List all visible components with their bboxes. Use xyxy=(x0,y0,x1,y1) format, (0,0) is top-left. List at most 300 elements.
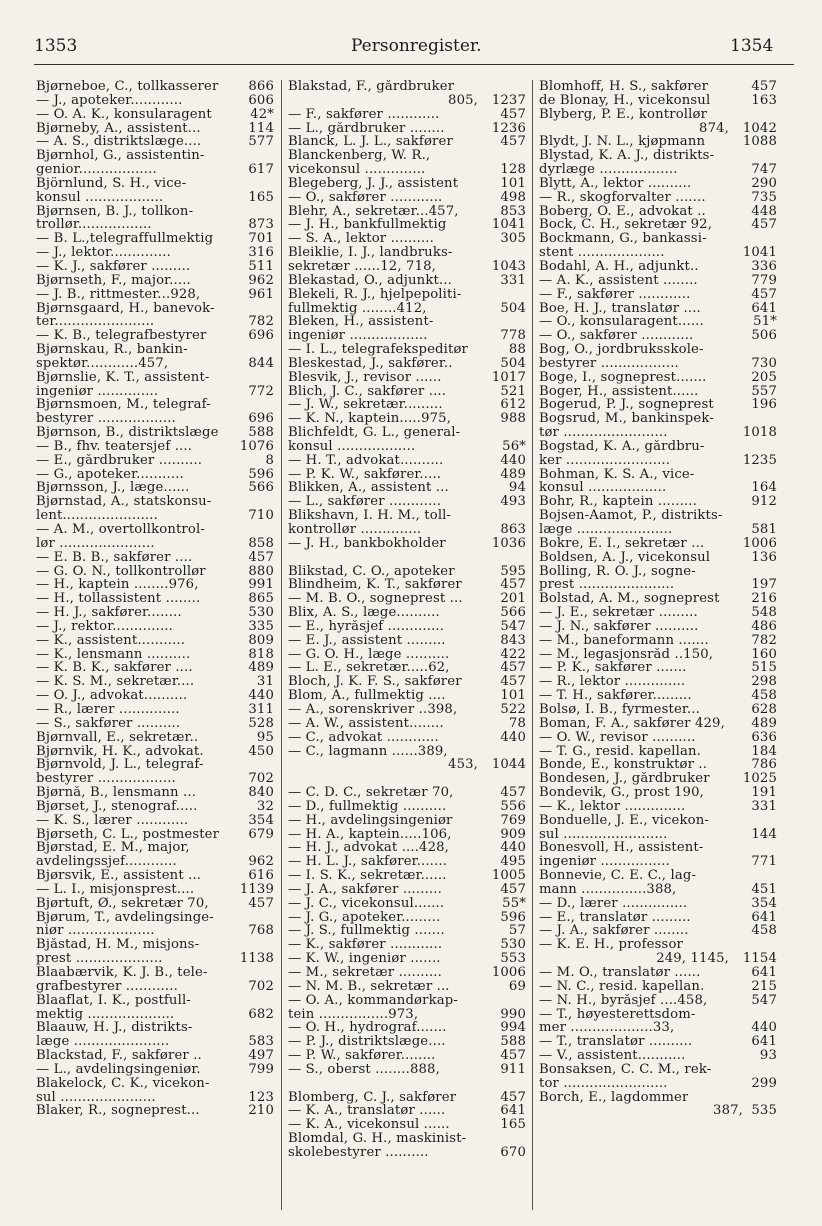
register-entry xyxy=(539,523,777,537)
register-entry xyxy=(539,509,777,523)
entry-text: Blakelock, C. K., vicekon- xyxy=(36,1076,210,1091)
entry-page: 457 xyxy=(500,881,526,897)
entry-page: 596 xyxy=(248,466,274,482)
register-entry xyxy=(539,897,777,911)
entry-page: 336 xyxy=(751,258,777,274)
entry-text: — O., sakfører ............ xyxy=(288,190,443,205)
entry-text: — R., lektor .............. xyxy=(539,675,686,690)
register-entry xyxy=(539,1008,777,1022)
entry-page: 88 xyxy=(508,342,526,358)
entry-page: 457 xyxy=(248,549,274,565)
entry-text: sul ........................ xyxy=(539,827,668,842)
entry-page: 335 xyxy=(248,618,274,634)
register-entry xyxy=(539,1063,777,1077)
entry-page: 768 xyxy=(248,923,274,939)
register-entry xyxy=(36,108,274,122)
entry-page: 583 xyxy=(248,1034,274,1050)
register-entry xyxy=(36,758,274,772)
entry-page: 994 xyxy=(500,1020,526,1036)
entry-text: — A. M., overtollkontrol- xyxy=(36,523,205,537)
entry-page: 809 xyxy=(248,632,274,648)
entry-text: — K. W., ingeniør ....... xyxy=(288,952,441,966)
entry-page: 1006 xyxy=(742,535,777,551)
entry-page: 909 xyxy=(500,826,526,842)
register-entry xyxy=(539,80,777,94)
entry-page: 164 xyxy=(751,480,777,496)
entry-text: Bjørsvik, E., assistent ... xyxy=(36,869,202,883)
register-entry xyxy=(539,495,777,509)
register-entry xyxy=(36,745,274,759)
register-entry xyxy=(288,343,526,357)
entry-text: sekretær ......12, 718, xyxy=(288,259,436,274)
register-entry xyxy=(539,828,777,842)
register-entry xyxy=(539,177,777,191)
register-entry xyxy=(36,315,274,329)
entry-text: — A. S., distriktslæge.... xyxy=(36,135,202,150)
entry-text: — M., legasjonsråd ..150, xyxy=(539,647,714,662)
entry-text: bestyrer .................. xyxy=(36,412,176,427)
register-entry xyxy=(539,1104,777,1118)
entry-page: 205 xyxy=(751,369,777,385)
page-number-right: 1354 xyxy=(730,36,774,56)
entry-page: 612 xyxy=(500,397,526,413)
register-entry xyxy=(539,454,777,468)
register-entry xyxy=(288,758,526,772)
register-entry xyxy=(288,163,526,177)
register-entry xyxy=(36,1077,274,1091)
register-entry xyxy=(539,122,777,136)
entry-text: Bolstad, A. M., sogneprest xyxy=(539,592,720,607)
entry-spacer xyxy=(288,1077,526,1091)
entry-page: 457 xyxy=(751,217,777,233)
register-entry xyxy=(539,938,777,952)
entry-text: de Blonay, H., vicekonsul xyxy=(539,93,711,108)
entry-text: Blystad, K. A. J., distrikts- xyxy=(539,149,715,164)
register-entry xyxy=(539,149,777,163)
register-entry xyxy=(36,122,274,136)
entry-page: 1236 xyxy=(491,120,526,136)
entry-page: 8 xyxy=(265,452,274,468)
register-entry xyxy=(36,371,274,385)
entry-page: 696 xyxy=(248,328,274,344)
entry-text: Blomberg, C. J., sakfører xyxy=(288,1090,457,1105)
register-column-2 xyxy=(288,80,526,1160)
entry-text: Blaauw, H. J., distrikts- xyxy=(36,1021,193,1036)
entry-page: 440 xyxy=(500,452,526,468)
entry-text: læge ...................... xyxy=(36,1035,170,1050)
register-entry xyxy=(36,911,274,925)
register-entry xyxy=(539,94,777,108)
entry-text: Bonduelle, J. E., vicekon- xyxy=(539,813,709,828)
entry-text: Borch, E., lagdommer xyxy=(539,1090,689,1105)
register-entry xyxy=(539,343,777,357)
entry-page: 670 xyxy=(500,1144,526,1160)
entry-page: 101 xyxy=(500,175,526,191)
entry-text: Bjørnstad, A., statskonsu- xyxy=(36,495,212,510)
entry-page: 840 xyxy=(248,785,274,801)
register-entry xyxy=(539,163,777,177)
entry-text: Bjørnslie, K. T., assistent- xyxy=(36,370,210,385)
entry-text: Bockmann, G., bankassi- xyxy=(539,232,707,247)
entry-text: Bonnevie, C. E. C., lag- xyxy=(539,869,697,883)
entry-text: — E. B. B., sakfører .... xyxy=(36,550,193,565)
entry-page: 911 xyxy=(500,1061,526,1077)
register-entry xyxy=(288,911,526,925)
entry-text: genior.................. xyxy=(36,163,157,177)
entry-page: 853 xyxy=(500,203,526,219)
register-entry xyxy=(36,786,274,800)
register-entry xyxy=(288,620,526,634)
entry-text: — N. M. B., sekretær ... xyxy=(288,979,450,994)
entry-text: Blakstad, F., gårdbruker xyxy=(288,80,455,94)
register-entry xyxy=(36,1021,274,1035)
entry-text: sul ...................... xyxy=(36,1090,156,1105)
entry-text: Blekeli, R. J., hjelpepoliti- xyxy=(288,287,462,302)
register-entry xyxy=(36,218,274,232)
register-entry xyxy=(288,800,526,814)
entry-text: 387, xyxy=(713,1104,743,1119)
entry-page: 547 xyxy=(500,618,526,634)
register-entry xyxy=(288,246,526,260)
entry-text: — K. S., lærer ............ xyxy=(36,813,189,828)
entry-text: Blix, A. S., læge.......... xyxy=(288,606,440,620)
entry-text: Bog, O., jordbruksskole- xyxy=(539,343,704,357)
register-entry xyxy=(539,551,777,565)
register-entry xyxy=(36,205,274,219)
register-entry xyxy=(36,1091,274,1105)
entry-text: — J., rektor.............. xyxy=(36,619,173,634)
register-entry xyxy=(539,606,777,620)
entry-text: — K., assistent........... xyxy=(36,633,186,648)
entry-text: — G. O. H., læge .......... xyxy=(288,647,450,662)
entry-text: — J. W., sekretær......... xyxy=(288,398,443,413)
register-entry xyxy=(539,675,777,689)
entry-text: — N. H., byråsjef ....458, xyxy=(539,993,708,1008)
register-entry xyxy=(288,523,526,537)
register-entry xyxy=(36,495,274,509)
entry-page: 216 xyxy=(751,591,777,607)
entry-page: 782 xyxy=(248,314,274,330)
register-entry xyxy=(539,994,777,1008)
entry-text: — O. H., hydrograf....... xyxy=(288,1021,447,1036)
entry-page: 457 xyxy=(500,1089,526,1105)
entry-page: 988 xyxy=(500,411,526,427)
register-entry xyxy=(539,883,777,897)
header-rule xyxy=(34,64,794,65)
entry-spacer xyxy=(288,772,526,786)
entry-page: 844 xyxy=(248,355,274,371)
register-entry xyxy=(288,1063,526,1077)
entry-page: 566 xyxy=(248,480,274,496)
register-entry xyxy=(288,537,526,551)
entry-text: 453, xyxy=(448,758,478,773)
register-entry xyxy=(288,108,526,122)
register-entry xyxy=(288,883,526,897)
entry-page: 771 xyxy=(751,854,777,870)
entry-text: Bjørtuft, Ø., sekretær 70, xyxy=(36,896,209,911)
entry-text: — J. N., sakfører .......... xyxy=(539,619,699,634)
register-entry xyxy=(288,288,526,302)
entry-text: — C., lagmann ......389, xyxy=(288,744,448,759)
entry-text: — R., skogforvalter ....... xyxy=(539,190,706,205)
register-entry xyxy=(539,232,777,246)
entry-page: 457 xyxy=(500,106,526,122)
entry-page: 515 xyxy=(751,660,777,676)
entry-page: 581 xyxy=(751,522,777,537)
entry-text: Bjørset, J., stenograf..... xyxy=(36,799,198,814)
register-entry xyxy=(288,689,526,703)
entry-text: — J., lektor.............. xyxy=(36,246,171,260)
register-entry xyxy=(539,745,777,759)
register-entry xyxy=(36,703,274,717)
entry-text: Bohman, K. S. A., vice- xyxy=(539,467,695,482)
register-entry xyxy=(288,357,526,371)
register-entry xyxy=(288,966,526,980)
register-entry xyxy=(288,661,526,675)
entry-text: 805, xyxy=(448,93,478,108)
entry-text: Bjørstad, E. M., major, xyxy=(36,841,190,856)
register-entry xyxy=(36,80,274,94)
entry-page: 497 xyxy=(248,1048,274,1064)
entry-text: trollør................. xyxy=(36,218,152,233)
register-entry xyxy=(36,772,274,786)
entry-text: — H., kaptein ........976, xyxy=(36,578,199,593)
register-entry xyxy=(36,661,274,675)
entry-page: 1025 xyxy=(742,771,777,787)
entry-text: — K. B., telegrafbestyrer xyxy=(36,329,207,344)
entry-page: 311 xyxy=(248,701,274,717)
entry-page: 779 xyxy=(751,272,777,288)
register-entry xyxy=(288,869,526,883)
entry-text: Blesvik, J., revisor ...... xyxy=(288,370,442,385)
entry-text: — M., baneformann ....... xyxy=(539,633,709,648)
entry-page: 316 xyxy=(248,245,274,261)
entry-page: 1139 xyxy=(239,881,274,897)
entry-page: 51* xyxy=(753,314,777,330)
entry-text: ker ........................ xyxy=(539,453,671,468)
register-entry xyxy=(36,135,274,149)
entry-text: — O. A., kommandørkap- xyxy=(288,993,458,1008)
column-divider xyxy=(281,80,282,1210)
entry-page: 440 xyxy=(500,729,526,745)
entry-text: Boman, F. A., sakfører 429, xyxy=(539,716,725,731)
entry-text: Bondevik, G., prost 190, xyxy=(539,786,704,800)
entry-text: — S., sakfører .......... xyxy=(36,716,181,731)
entry-text: ingeniør .............. xyxy=(36,384,159,399)
entry-page: 331 xyxy=(751,798,777,814)
entry-page: 1237 xyxy=(491,92,526,108)
entry-page: 1006 xyxy=(491,965,526,980)
register-entry xyxy=(288,592,526,606)
entry-text: Bjørneby, A., assistent... xyxy=(36,121,201,136)
register-entry xyxy=(539,772,777,786)
entry-page: 641 xyxy=(751,1034,777,1050)
entry-text: Blegeberg, J. J., assistent xyxy=(288,176,459,191)
entry-text: — J., apoteker............ xyxy=(36,93,183,108)
entry-text: konsul .................. xyxy=(288,439,416,454)
register-entry xyxy=(539,398,777,412)
register-entry xyxy=(36,689,274,703)
register-entry xyxy=(288,731,526,745)
entry-text: — E., gårdbruker .......... xyxy=(36,453,203,468)
entry-text: Blikken, A., assistent ... xyxy=(288,481,449,496)
register-entry xyxy=(288,634,526,648)
register-entry xyxy=(539,537,777,551)
register-entry xyxy=(539,966,777,980)
register-entry xyxy=(36,1063,274,1077)
entry-page: 458 xyxy=(751,923,777,939)
register-entry xyxy=(288,1146,526,1160)
entry-page: 863 xyxy=(500,522,526,537)
entry-text: Boge, I., sogneprest....... xyxy=(539,370,707,385)
entry-text: — J. A., sakfører ........ xyxy=(539,924,689,939)
entry-page: 457 xyxy=(248,895,274,911)
entry-text: Bjørseth, C. L., postmester xyxy=(36,827,220,842)
entry-page: 799 xyxy=(248,1061,274,1077)
entry-text: — C., advokat ............ xyxy=(288,730,439,745)
register-entry xyxy=(36,288,274,302)
entry-page: 702 xyxy=(248,771,274,787)
entry-page: 101 xyxy=(500,688,526,704)
entry-page: 616 xyxy=(248,868,274,884)
entry-page: 163 xyxy=(751,92,777,108)
entry-text: — V., assistent........... xyxy=(539,1049,686,1063)
entry-text: Bojsen-Aamot, P., distrikts- xyxy=(539,509,723,523)
entry-text: Bjørnson, B., distriktslæge xyxy=(36,426,219,440)
entry-page: 32 xyxy=(256,798,274,814)
register-entry xyxy=(288,426,526,440)
entry-text: Bleskestad, J., sakfører.. xyxy=(288,356,453,371)
entry-text: — T., translatør .......... xyxy=(539,1035,693,1050)
entry-text: Blichfeldt, G. L., general- xyxy=(288,426,461,440)
register-entry xyxy=(36,841,274,855)
entry-page: 912 xyxy=(751,494,777,510)
register-entry xyxy=(539,661,777,675)
entry-text: niør .................... xyxy=(36,924,155,939)
entry-page: 78 xyxy=(508,715,526,731)
entry-page: 511 xyxy=(248,258,274,274)
register-entry xyxy=(288,786,526,800)
entry-text: lør ...................... xyxy=(36,536,155,551)
entry-page: 458 xyxy=(751,688,777,704)
entry-page: 548 xyxy=(751,605,777,621)
entry-text: — B., fhv. teatersjef .... xyxy=(36,439,193,454)
entry-text: — K. J., sakfører ......... xyxy=(36,259,191,274)
entry-text: Bogerud, P. J., sogneprest xyxy=(539,398,714,413)
entry-page: 962 xyxy=(248,272,274,288)
entry-text: Blydt, J. N. L., kjøpmann xyxy=(539,135,706,150)
register-entry xyxy=(36,191,274,205)
entry-text: Bondesen, J., gårdbruker xyxy=(539,772,710,787)
entry-text: spektør............457, xyxy=(36,356,169,371)
register-entry xyxy=(288,952,526,966)
entry-text: Blaker, R., sogneprest... xyxy=(36,1104,200,1119)
entry-page: 128 xyxy=(500,162,526,178)
page-title: Personregister. xyxy=(351,36,482,56)
register-entry xyxy=(288,1118,526,1132)
entry-text: Bjørnvold, J. L., telegraf- xyxy=(36,758,204,773)
entry-text: Bleiklie, I. J., landbruks- xyxy=(288,246,453,260)
entry-page: 843 xyxy=(500,632,526,648)
entry-text: prest ...................... xyxy=(539,578,675,593)
register-entry xyxy=(539,620,777,634)
entry-text: — H. J., sakfører........ xyxy=(36,606,182,620)
entry-page: 769 xyxy=(500,812,526,828)
entry-text: — M., sekretær .......... xyxy=(288,966,442,980)
entry-text: — E., translatør ......... xyxy=(539,910,691,925)
register-entry xyxy=(36,329,274,343)
entry-text: — R., lærer .............. xyxy=(36,702,180,717)
register-entry xyxy=(288,371,526,385)
entry-page: 1154 xyxy=(742,951,777,967)
entry-page: 489 xyxy=(751,715,777,731)
entry-text: Bjørnsmoen, M., telegraf- xyxy=(36,398,211,413)
entry-text: Boger, H., assistent...... xyxy=(539,384,699,399)
entry-text: Blekastad, O., adjunkt... xyxy=(288,273,452,288)
entry-page: 1017 xyxy=(491,369,526,385)
entry-page: 1036 xyxy=(491,535,526,551)
entry-page: 701 xyxy=(248,231,274,247)
entry-text: — M. B. O., sogneprest ... xyxy=(288,592,463,607)
entry-text: Bohr, R., kaptein ......... xyxy=(539,495,697,510)
entry-text: Bjørnå, B., lensmann ... xyxy=(36,786,197,800)
entry-text: Bjørnsen, B. J., tollkon- xyxy=(36,204,194,219)
entry-page: 210 xyxy=(248,1103,274,1119)
entry-text: Blich, J. C., sakfører .... xyxy=(288,384,447,399)
entry-page: 782 xyxy=(751,632,777,648)
register-entry xyxy=(288,1049,526,1063)
entry-page: 457 xyxy=(500,674,526,690)
entry-text: — H., tollassistent ........ xyxy=(36,592,201,607)
register-entry xyxy=(36,232,274,246)
entry-text: — K., sakfører ............ xyxy=(288,938,443,953)
entry-page: 448 xyxy=(751,203,777,219)
register-entry xyxy=(36,620,274,634)
register-entry xyxy=(36,952,274,966)
entry-text: Blanck, L. J. L., sakfører xyxy=(288,135,453,150)
register-entry xyxy=(539,1021,777,1035)
entry-text: vicekonsul .............. xyxy=(288,163,426,177)
register-entry xyxy=(288,135,526,149)
register-entry xyxy=(36,1035,274,1049)
register-entry xyxy=(539,426,777,440)
register-entry xyxy=(36,869,274,883)
entry-page: 184 xyxy=(751,743,777,759)
entry-text: stent .................... xyxy=(539,246,665,260)
entry-page: 93 xyxy=(759,1048,777,1064)
entry-text: — P. K., sakfører ....... xyxy=(539,661,687,676)
entry-page: 331 xyxy=(500,272,526,288)
entry-text: Bleken, H., assistent- xyxy=(288,315,434,330)
register-entry xyxy=(539,924,777,938)
entry-page: 1042 xyxy=(742,120,777,136)
entry-text: Blom, A., fullmektig .... xyxy=(288,689,446,703)
register-entry xyxy=(288,841,526,855)
entry-page: 489 xyxy=(248,660,274,676)
register-entry xyxy=(36,149,274,163)
entry-text: — K. E. H., professor xyxy=(539,938,684,953)
register-entry xyxy=(36,578,274,592)
entry-text: — E., hyråsjef ............. xyxy=(288,619,445,634)
entry-page: 530 xyxy=(248,605,274,621)
entry-text: — J. H., bankfullmektig xyxy=(288,218,447,233)
register-entry xyxy=(288,80,526,94)
entry-page: 702 xyxy=(248,978,274,994)
entry-page: 506 xyxy=(751,328,777,344)
entry-text: — F., sakfører ............ xyxy=(539,287,691,302)
register-entry xyxy=(288,980,526,994)
entry-text: Boldsen, A. J., vicekonsul xyxy=(539,550,711,565)
